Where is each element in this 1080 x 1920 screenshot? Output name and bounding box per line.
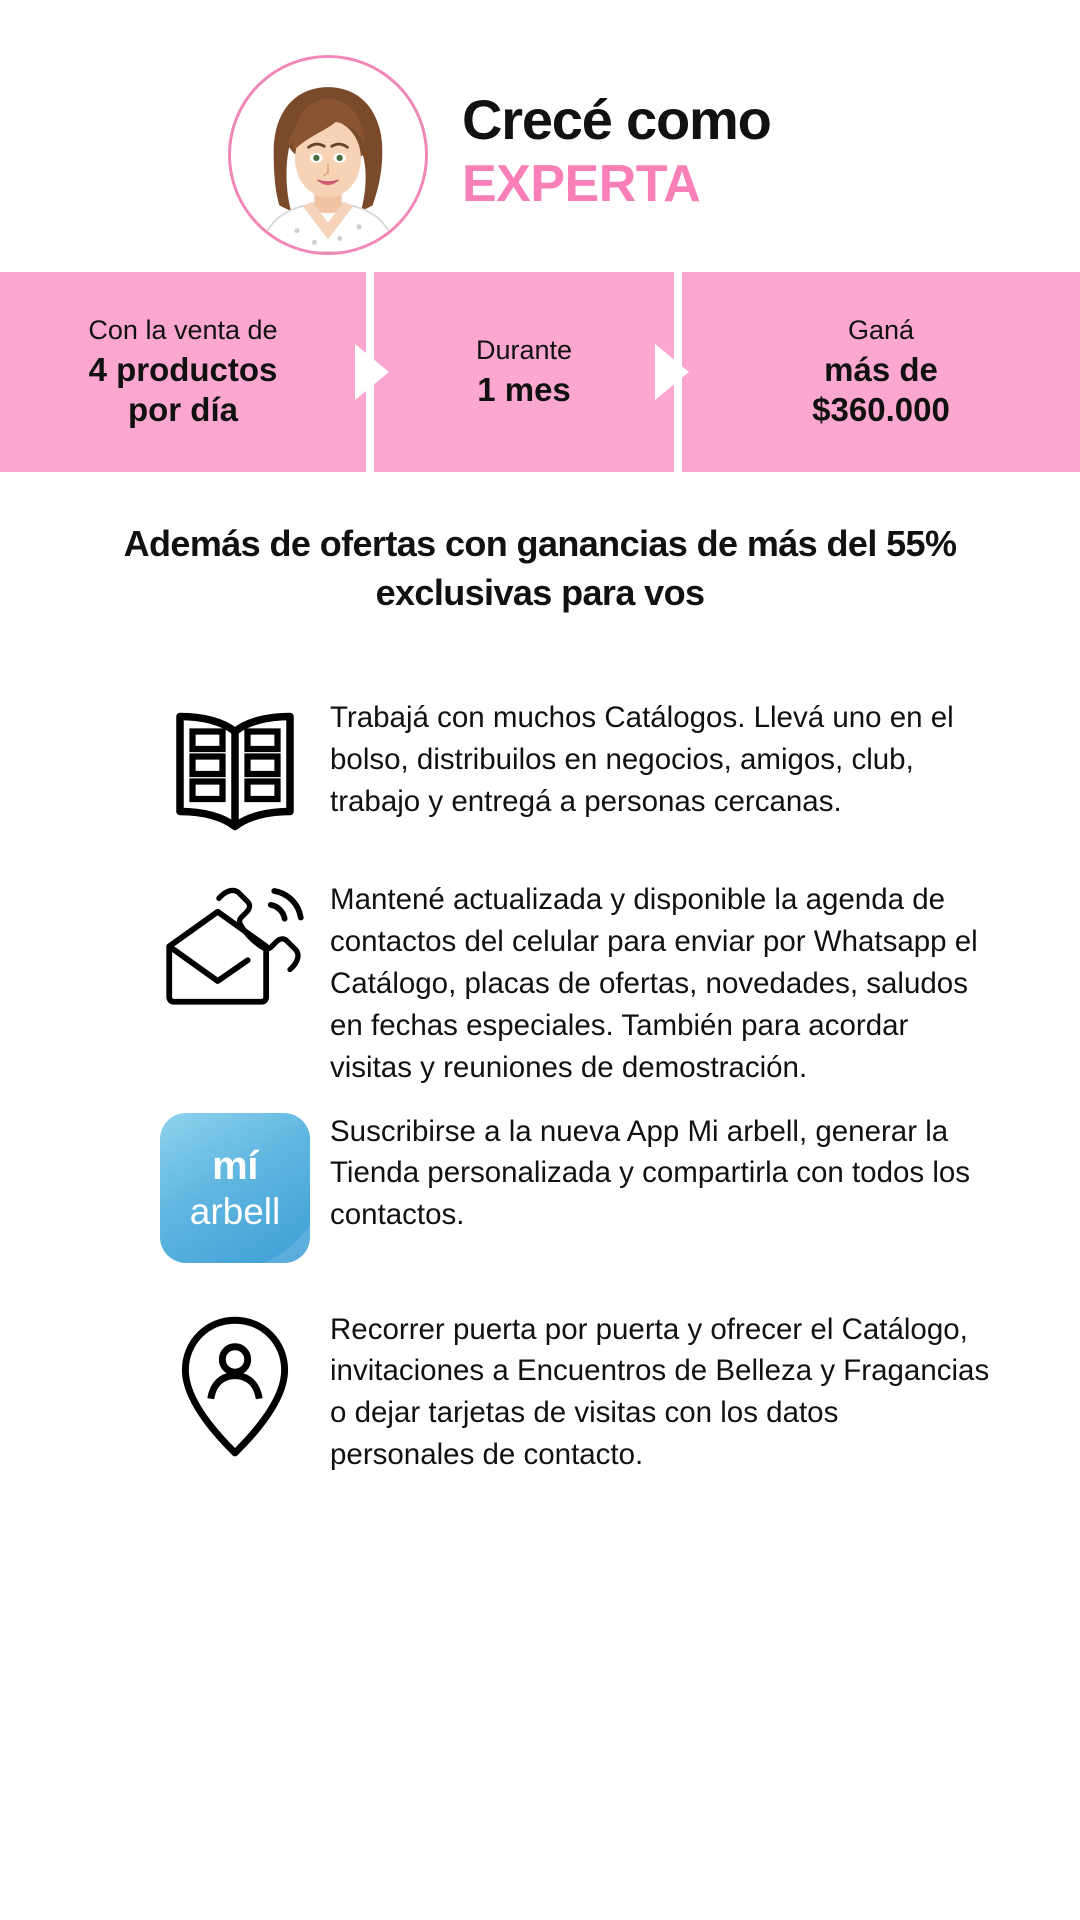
app-name-line2: arbell <box>189 1190 281 1232</box>
app-tile[interactable] <box>160 1113 310 1263</box>
app-name-line1: mí <box>212 1143 258 1188</box>
list-item <box>140 877 1020 1088</box>
banner-cell-3-value: más de $360.000 <box>812 350 950 428</box>
banner-cell-3 <box>682 272 1080 472</box>
banner-cell-2 <box>374 272 674 472</box>
arrow-right-icon-2 <box>655 344 689 400</box>
banner-cell-1 <box>0 272 366 472</box>
location-pin-person-icon-svg <box>170 1311 300 1461</box>
phone-envelope-icon-svg <box>160 881 310 1021</box>
phone-envelope-icon <box>140 877 330 1021</box>
open-book-icon <box>140 695 330 849</box>
banner-cell-1-value: 4 productos por día <box>88 350 278 428</box>
banner-cell-3-label: Ganá <box>847 314 915 345</box>
arrow-right-icon-1 <box>355 344 389 400</box>
banner-cell-2-value: 1 mes <box>477 370 571 408</box>
location-pin-person-icon <box>140 1307 330 1461</box>
open-book-icon-svg <box>160 699 310 849</box>
banner-cell-1-label: Con la venta de <box>88 314 278 345</box>
tips-list <box>0 695 1080 1476</box>
woman-avatar-illustration <box>231 58 425 252</box>
mi-arbell-app-icon <box>140 1109 330 1263</box>
list-item-text: Recorrer puerta por puerta y ofrecer el Catálogo, invitaciones a Encuentros de Belleza y Fragancias o dejar tarjetas de visitas con los datos personales de contacto. <box>330 1312 990 1472</box>
list-item-text: Mantené actualizada y disponible la agenda de contactos del celular para enviar por Whatsapp el Catálogo, placas de ofertas, novedades, saludos en fechas especiales. También para acordar visitas y reuniones de demostración. <box>330 883 978 1084</box>
list-item <box>140 1307 1020 1477</box>
page-subtitle: EXPERTA <box>462 155 701 213</box>
banner-cell-2-label: Durante <box>475 335 573 365</box>
page-title: Crecé como <box>462 88 771 151</box>
list-item <box>140 695 1020 849</box>
highlight-banner <box>0 272 1080 472</box>
header-text <box>462 88 771 213</box>
list-item-text: Suscribirse a la nueva App Mi arbell, generar la Tienda personalizada y compartirla con todos los contactos. <box>330 1114 971 1232</box>
list-item <box>140 1109 1020 1263</box>
header <box>0 0 1080 272</box>
list-item-text: Trabajá con muchos Catálogos. Llevá uno en el bolso, distribuilos en negocios, amigos, club, trabajo y entregá a personas cercanas. <box>330 701 954 818</box>
avatar <box>228 55 428 255</box>
subheading: Además de ofertas con ganancias de más del 55% exclusivas para vos <box>123 523 957 613</box>
